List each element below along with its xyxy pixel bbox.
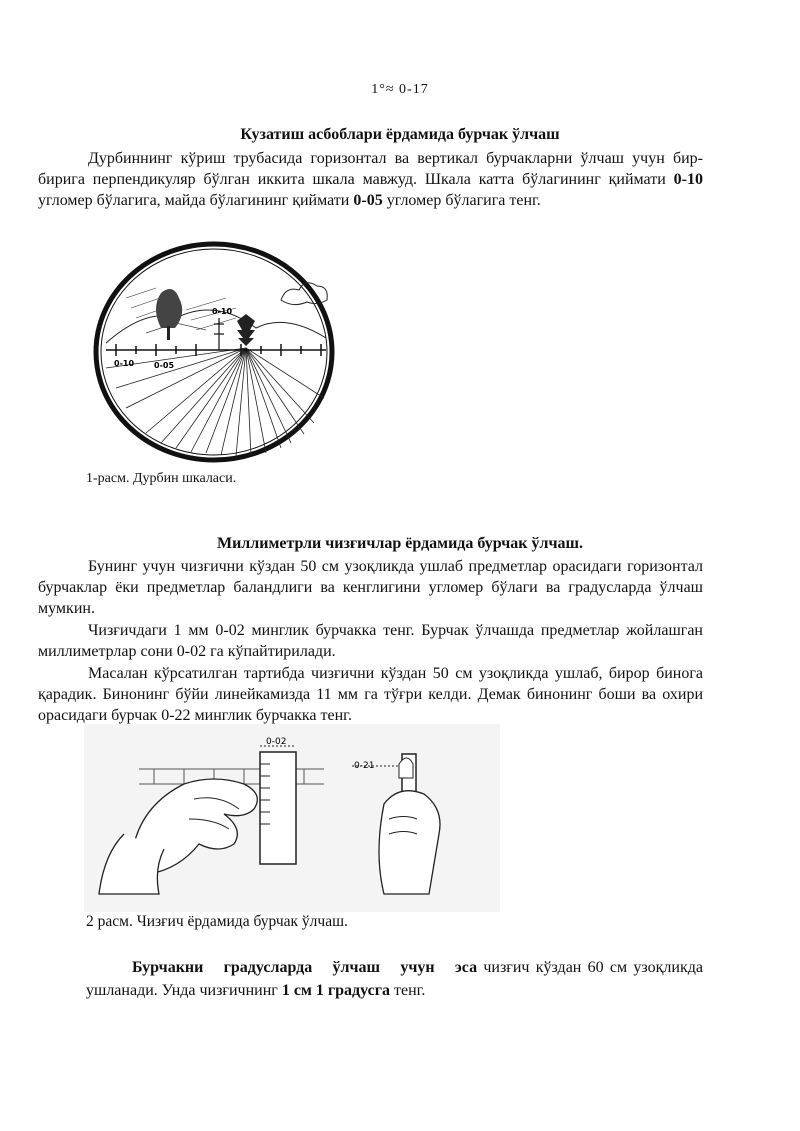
section2-heading: Миллиметрли чизғичлар ёрдамида бурчак ўлчаш. bbox=[216, 535, 584, 552]
scale-label-top: 0-10 bbox=[212, 307, 233, 316]
scale-label-mid: 0-05 bbox=[154, 361, 175, 370]
section1-paragraph: Дурбиннинг кўриш трубасида горизонтал ва вертикал бурчакларни ўлчаш учун бир-бирига перпендикуляр бўлган иккита шкала мавжуд. Шкала катта бўлагининг қиймати 0-10 угломер бўлагига, майда бўлагининг қиймати 0-05 угломер бўлагига тенг. bbox=[38, 150, 703, 209]
figure2-caption: 2 расм. Чизғич ёрдамида бурчак ўлчаш. bbox=[86, 913, 348, 930]
figure1-caption: 1-расм. Дурбин шкаласи. bbox=[86, 471, 237, 486]
ruler-label-right: 0-21 bbox=[354, 761, 375, 771]
binocular-scale-figure bbox=[86, 238, 342, 468]
formula-line: 1°≈ 0-17 bbox=[371, 82, 429, 97]
ruler-measurement-figure bbox=[84, 724, 500, 912]
section2-paragraph-3: Масалан кўрсатилган тартибда чизғични кўздан 50 см узоқликда ушлаб, бирор бинога қарадик. Бинонинг бўйи линейкамизда 11 мм га тўғри келди. Демак бинонинг боши ва охири орасидаги бурчак 0-22 минглик бурчакка тенг. bbox=[38, 665, 703, 724]
scale-label-left: 0-10 bbox=[114, 359, 135, 368]
section1-heading: Кузатиш асбоблари ёрдамида бурчак ўлчаш bbox=[240, 126, 560, 143]
section2-paragraph-1: Бунинг учун чизғични кўздан 50 см узоқликда ушлаб предметлар орасидаги горизонтал бурчаклар ёки предметлар баландлиги ва кенглигини угломер бўлаги ва градусларда ўлчаш мумкин. bbox=[38, 558, 703, 617]
ruler-label-left: 0-02 bbox=[266, 737, 287, 747]
section2-paragraph-2: Чизғичдаги 1 мм 0-02 минглик бурчакка тенг. Бурчак ўлчашда предметлар жойлашган миллиметрлар сони 0-02 га кўпайтирилади. bbox=[38, 622, 703, 660]
section3-paragraph: Бурчакни градусларда ўлчаш учун эса чизғич кўздан 60 см узоқликда ушланади. Унда чизғичнинг 1 см 1 градусга тенг. bbox=[86, 959, 703, 999]
